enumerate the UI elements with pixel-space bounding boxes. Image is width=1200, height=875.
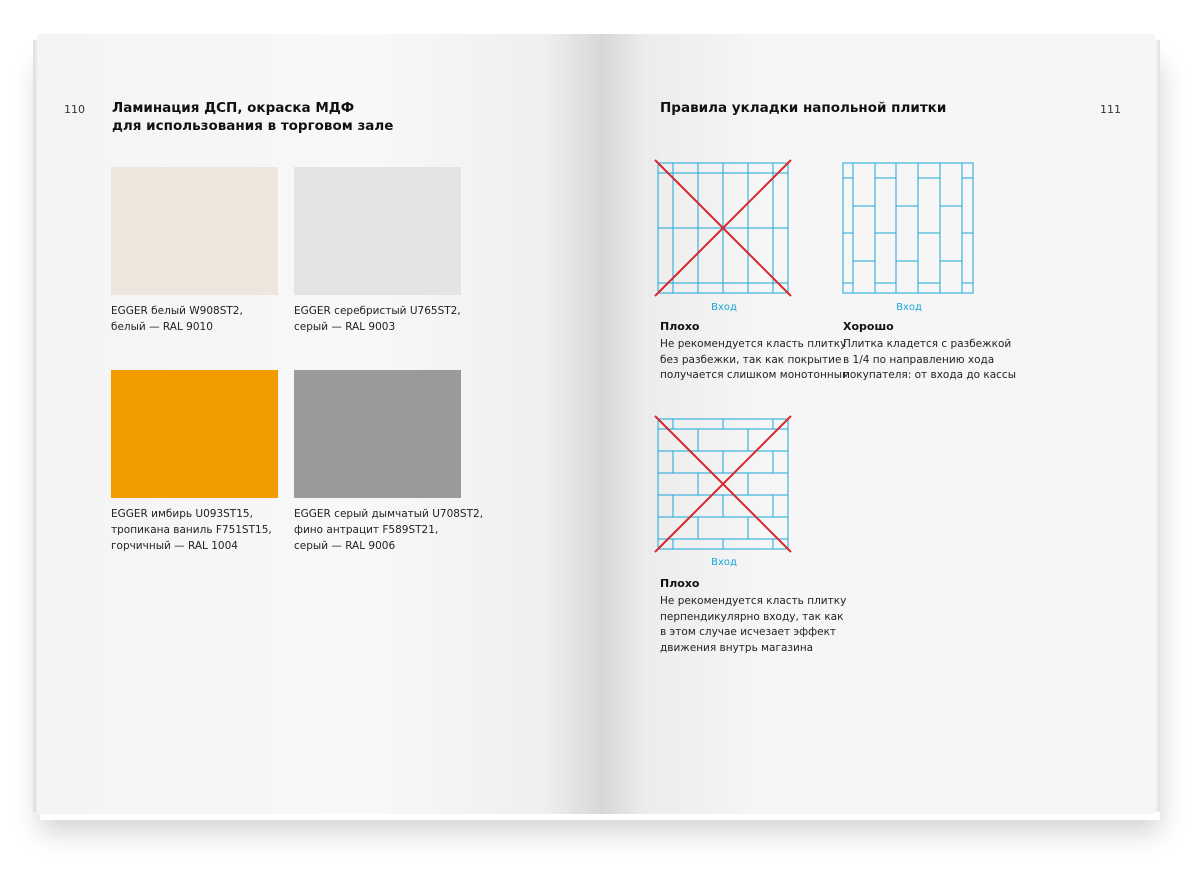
left-title-line2: для использования в торговом зале [112,118,394,134]
desc-line: Не рекомендуется класть плитку [660,595,847,607]
caption-line: серый — RAL 9003 [294,321,396,333]
desc-line: движения внутрь магазина [660,641,814,654]
description [660,337,850,384]
tile-diagram-perpendicular-bad [653,414,795,556]
swatch-grey [294,370,461,498]
caption-grey [294,506,494,554]
swatch-silver [294,167,461,295]
desc-line: Не рекомендуется класть плитку [660,338,847,350]
caption-line: белый — RAL 9010 [111,321,213,333]
left-page-title [112,99,393,135]
desc-line: покупателя: от входа до кассы [843,369,1016,381]
swatch-orange [111,370,278,498]
description [660,594,850,656]
desc-line: в этом случае исчезает эффект [660,626,837,638]
caption-silver [294,303,494,335]
right-page-number: 111 [1100,103,1121,116]
caption-line: EGGER серый дымчатый U708ST2, [294,508,484,520]
caption-orange [111,506,311,554]
description [843,337,1033,384]
caption-line: серый — RAL 9006 [294,540,396,552]
left-title-line1: Ламинация ДСП, окраска МДФ [112,100,355,116]
entry-label: Вход [711,302,737,313]
caption-line: EGGER серебристый U765ST2, [294,305,461,317]
left-page-number: 110 [64,103,85,116]
caption-line: горчичный — RAL 1004 [111,540,238,552]
caption-line: EGGER белый W908ST2, [111,305,243,317]
desc-line: без разбежки, так как покрытие [660,353,842,366]
caption-line: тропикана ваниль F751ST15, [111,524,272,536]
verdict-good: Хорошо [843,320,894,333]
verdict-bad: Плохо [660,320,700,333]
verdict-bad: Плохо [660,577,700,590]
entry-label: Вход [896,302,922,313]
entry-label: Вход [711,557,737,568]
caption-line: фино антрацит F589ST21, [294,524,439,536]
caption-white [111,303,311,335]
tile-diagram-staggered-good [838,158,980,300]
caption-line: EGGER имбирь U093ST15, [111,508,253,520]
desc-line: получается слишком монотонным [660,369,850,381]
desc-line: перпендикулярно входу, так как [660,610,844,623]
swatch-white [111,167,278,295]
right-page-title: Правила укладки напольной плитки [660,100,947,116]
desc-line: в 1/4 по направлению хода [843,353,995,366]
desc-line: Плитка кладется с разбежкой [843,338,1012,350]
tile-diagram-straight-bad [653,158,795,300]
